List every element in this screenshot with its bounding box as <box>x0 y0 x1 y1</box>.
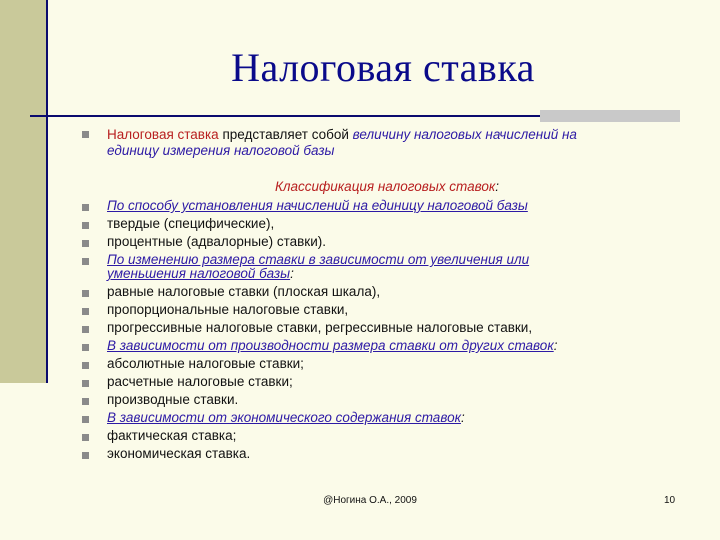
definition-phrase: величину налоговых начислений на <box>352 127 577 142</box>
bullet-icon <box>82 222 89 229</box>
classification-label: Классификация налоговых ставок <box>274 179 496 194</box>
list-item: процентные (адвалорные) ставки). <box>107 234 326 249</box>
list-item-text: В зависимости от экономического содержания ставок <box>107 410 461 425</box>
list-item: прогрессивные налоговые ставки, регрессивные налоговые ставки, <box>107 320 533 335</box>
definition-line-2: единицу измерения налоговой базы <box>107 143 335 158</box>
list-item: По способу установления начислений на единицу налоговой базы <box>107 198 528 213</box>
list-item: расчетные налоговые ставки; <box>107 374 293 389</box>
classification-heading <box>107 179 667 195</box>
list-item-text: В зависимости от производности размера ставки от других ставок <box>107 338 554 353</box>
bullet-icon <box>82 290 89 297</box>
bullet-icon <box>82 240 89 247</box>
list-item <box>107 410 465 426</box>
definition-term: Налоговая ставка <box>107 127 219 142</box>
list-item: твердые (специфические), <box>107 216 275 231</box>
list-item: абсолютные налоговые ставки; <box>107 356 304 371</box>
list-item: пропорциональные налоговые ставки, <box>107 302 349 317</box>
list-item-continuation <box>107 266 294 282</box>
list-item: равные налоговые ставки (плоская шкала), <box>107 284 381 299</box>
bullet-icon <box>82 434 89 441</box>
bullet-icon <box>82 204 89 211</box>
definition-verb: представляет собой <box>218 127 353 142</box>
bullet-icon <box>82 344 89 351</box>
bullet-icon <box>82 326 89 333</box>
bullet-icon <box>82 362 89 369</box>
bullet-icon <box>82 452 89 459</box>
list-item-colon: : <box>553 338 558 353</box>
list-item: фактическая ставка; <box>107 428 237 443</box>
list-item-text: уменьшения налоговой базы <box>107 266 291 281</box>
bullet-icon <box>82 398 89 405</box>
list-item-colon: : <box>460 410 465 425</box>
bullet-icon <box>82 308 89 315</box>
classification-colon: : <box>495 179 500 194</box>
bullet-icon <box>82 380 89 387</box>
list-item-colon: : <box>290 266 294 281</box>
definition-line-1 <box>107 127 577 143</box>
footer-copyright: @Ногина О.А., 2009 <box>323 495 417 506</box>
list-item <box>107 338 557 354</box>
bullet-icon <box>82 258 89 265</box>
bullet-icon <box>82 416 89 423</box>
list-item: экономическая ставка. <box>107 446 251 461</box>
list-item: производные ставки. <box>107 392 239 407</box>
page-number: 10 <box>664 495 676 506</box>
bullet-icon <box>82 131 89 138</box>
slide-title: Налоговая ставка <box>231 45 535 90</box>
list-item: По изменению размера ставки в зависимости от увеличения или <box>107 252 530 267</box>
